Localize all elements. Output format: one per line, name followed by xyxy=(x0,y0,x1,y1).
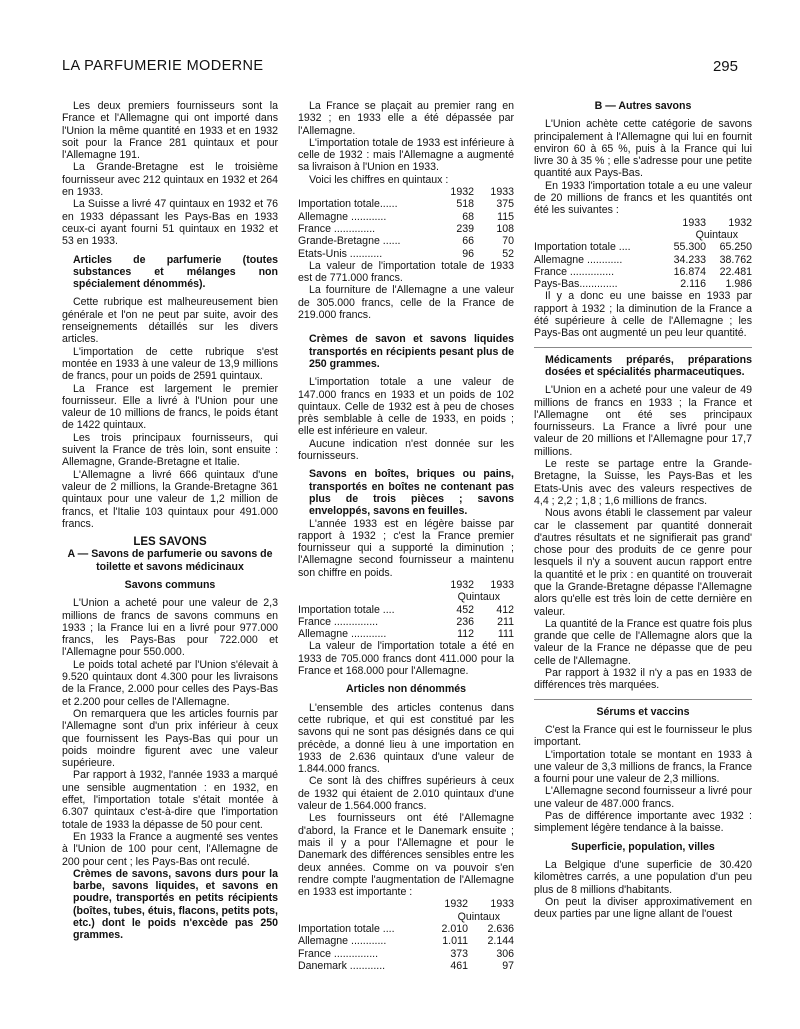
table-header-row xyxy=(298,898,514,910)
paragraph: On peut la diviser approximativement en deux parties par une ligne allant de l'ouest xyxy=(534,895,752,921)
paragraph: C'est la France qui est le fournisseur le plus important. xyxy=(534,723,752,749)
table-row xyxy=(534,266,752,278)
paragraph: La valeur de l'importation totale de 1933 est de 771.000 francs. xyxy=(298,259,514,285)
row-label: France ............... xyxy=(534,265,615,278)
section-heading-cremes-liquides: Crèmes de savon et savons liquides transportés en récipients pesant plus de 250 grammes. xyxy=(309,333,514,370)
year-header: 1933 xyxy=(490,578,514,591)
heading-articles-non-denommes: Articles non dénommés xyxy=(345,683,467,696)
cell: 461 xyxy=(450,959,468,972)
divider xyxy=(534,347,752,348)
table-row xyxy=(298,935,514,947)
cell: 2.636 xyxy=(487,923,514,935)
paragraph: Les fournisseurs ont été l'Allemagne d'abord, la France et le Danemark ensuite ; mais il y a pour l'Allemagne et pour le Danemark des différences sensibles entre les deux années. Comme on va pouvoir s'en rendre compte l'augmentation de l'Allemagne en 1933 est importante : xyxy=(298,812,514,899)
cell: 70 xyxy=(502,235,514,248)
heading-les-savons: LES SAVONS xyxy=(133,536,207,549)
row-label: Importation totale .... xyxy=(298,603,395,616)
paragraph: Le poids total acheté par l'Union s'élevait à 9.520 quintaux dont 4.300 pour les livraisons de la France, 2.000 pour celles des Pays-Bas et 2.200 pour celles de l'Allemagne. xyxy=(62,658,278,708)
cell: 518 xyxy=(456,198,474,211)
table-quintaux-3 xyxy=(298,898,514,972)
paragraph: L'importation de cette rubrique s'est montée en 1933 à une valeur de 13,9 millions de francs, pour un poids de 2591 quintaux. xyxy=(62,345,278,383)
table-row xyxy=(298,616,514,628)
cell: 97 xyxy=(502,959,514,972)
table-row xyxy=(298,248,514,260)
cell: 412 xyxy=(496,603,514,616)
row-label: Importation totale .... xyxy=(298,923,395,935)
table-row xyxy=(298,960,514,972)
table-quintaux-4 xyxy=(534,217,752,291)
section-heading-savons-boites: Savons en boîtes, briques ou pains, transportés en boîtes ne contenant pas plus de trois pièces ; savons enveloppés, savons en feuilles. xyxy=(309,468,514,518)
page-number: 295 xyxy=(712,58,738,75)
year-header: 1932 xyxy=(728,216,752,229)
cell: 115 xyxy=(497,210,514,223)
cell: 55.300 xyxy=(673,241,706,254)
row-label: Allemagne ............ xyxy=(298,210,387,223)
table-row xyxy=(298,211,514,223)
heading-serums: Sérums et vaccins xyxy=(596,705,690,718)
paragraph: Par rapport à 1932 il n'y a pas en 1933 de différences très marquées. xyxy=(534,667,752,692)
cell: 38.762 xyxy=(719,253,752,266)
year-header: 1933 xyxy=(490,186,514,199)
paragraph: En 1933 la France a augmenté ses ventes à l'Union de 100 pour cent, l'Allemagne de 200 pour cent ; les Pays-Bas ont reculé. xyxy=(62,830,278,868)
column-1 xyxy=(62,100,278,942)
cell: 236 xyxy=(456,615,474,628)
paragraph: La France est largement le premier fournisseur. Elle a livré à l'Union pour une valeur de 10 millions de francs, le poids étant de 1422 quintaux. xyxy=(62,382,278,432)
cell: 52 xyxy=(502,247,514,260)
paragraph: Les deux premiers fournisseurs sont la France et l'Allemagne qui ont importé dans l'Union la même quantité en 1933 et en 1932 soit pour la France 281 quintaux et pour l'Allemagne 191. xyxy=(62,100,278,162)
paragraph: L'importation totale de 1933 est inférieure à celle de 1932 : mais l'Allemagne a augmenté sa livraison à l'Union en 1933. xyxy=(298,136,514,174)
paragraph: L'Union achète cette catégorie de savons principalement à l'Allemagne qui lui en fournit environ 60 à 65 %, puis à la France qui lui livre 30 à 35 % ; elle s'adresse pour une petite quantité aux Pays-Bas. xyxy=(534,118,752,180)
year-header: 1932 xyxy=(450,186,474,199)
cell: 239 xyxy=(456,222,474,235)
unit-label: Quintaux xyxy=(695,228,738,241)
year-header: 1932 xyxy=(450,578,474,591)
paragraph: Voici les chiffres en quintaux : xyxy=(309,173,449,186)
row-label: France ............... xyxy=(298,615,379,628)
paragraph: La Suisse a livré 47 quintaux en 1932 et 76 en 1933 dépassant les Pays-Bas en 1933 ceux-ci ayant fourni 51 quintaux en 1932 et 53 en 1933. xyxy=(62,198,278,248)
year-header: 1933 xyxy=(490,898,514,911)
paragraph: On remarquera que les articles fournis par l'Allemagne sont d'un prix inférieur à ceux que fournissent les Pays-Bas qui pour un poids moindre figurent avec une valeur supérieure. xyxy=(62,707,278,770)
cell: 96 xyxy=(462,247,474,260)
paragraph: La Belgique d'une superficie de 30.420 kilomètres carrés, a une population d'un peu plus de 8 millions d'habitants. xyxy=(534,858,752,896)
cell: 112 xyxy=(457,628,474,641)
paragraph: Le reste se partage entre la Grande-Bretagne, la Suisse, les Pays-Bas et les Etats-Unis avec des valeurs respectives de 4,4 ; 2,2 ; 1,8 ; 1,6 millions de francs. xyxy=(534,458,752,507)
paragraph: L'année 1933 est en légère baisse par rapport à 1932 ; c'est la France premier fournisseur qui a supporté la diminution ; l'Allemagne second fournisseur a maintenu son chiffre en poids. xyxy=(298,517,514,579)
row-label: France .............. xyxy=(298,222,376,235)
section-heading-medicaments: Médicaments préparés, préparations dosées et spécialités pharmaceutiques. xyxy=(545,353,752,378)
cell: 373 xyxy=(450,947,468,960)
paragraph: Par rapport à 1932, l'année 1933 a marqué une sensible augmentation : en 1932, en effet, l'importation totale s'était montée à 6.307 quintaux c'est-à-dire que l'importation totale de 1933 la dépasse de 50 pour cent. xyxy=(62,769,278,831)
table-row xyxy=(298,628,514,640)
table-row xyxy=(534,241,752,253)
paragraph: Cette rubrique est malheureusement bien générale et l'on ne peut par suite, avoir des renseignements détaillés sur les divers articles. xyxy=(62,296,278,346)
row-label: France ............... xyxy=(298,947,379,960)
paragraph: La quantité de la France est quatre fois plus grande que celle de l'Allemagne alors que la valeur de la France ne dépasse que de peu celle de l'Allemagne. xyxy=(534,617,752,667)
table-unit-row xyxy=(534,229,752,241)
column-3 xyxy=(534,100,752,920)
table-row xyxy=(298,604,514,616)
column-2 xyxy=(298,100,514,972)
cell: 375 xyxy=(496,198,514,211)
table-row xyxy=(298,948,514,960)
table-unit-row xyxy=(298,591,514,603)
paragraph: L'Union a acheté pour une valeur de 2,3 millions de francs de savons communs en 1933 ; la France lui en a livré pour 977.000 francs, les Pays-Bas pour 722.000 et l'Allemagne pour 550.000. xyxy=(62,597,278,659)
row-label: Allemagne ............ xyxy=(298,628,387,641)
cell: 1.986 xyxy=(725,278,752,291)
row-label: Importation totale .... xyxy=(534,241,631,254)
paragraph: Nous avons établi le classement par valeur car le classement par quantité donnerait d'autres résultats et ne signifierait pas grand' chose pour des produits de ce genre pour lesquels il n'y a souvent aucun rapport entre la quantité et le prix : en quantité on trouverait que la Grande-Bretagne dépasse l'Allemagne alors qu'elle est très loin de cette dernière en valeur. xyxy=(534,507,752,618)
running-title: LA PARFUMERIE MODERNE xyxy=(62,58,264,74)
table-quintaux-1 xyxy=(298,186,514,260)
table-header-row xyxy=(298,579,514,591)
unit-label: Quintaux xyxy=(457,910,500,923)
row-label: Allemagne ............ xyxy=(534,253,623,266)
table-row xyxy=(298,223,514,235)
paragraph: L'Allemagne second fournisseur a livré pour une valeur de 487.000 francs. xyxy=(534,785,752,810)
row-label: Allemagne ............ xyxy=(298,935,387,948)
divider xyxy=(534,699,752,700)
cell: 66 xyxy=(462,235,474,248)
paragraph: La Grande-Bretagne est le troisième fournisseur avec 212 quintaux en 1932 et 264 en 1933. xyxy=(62,161,278,199)
cell: 22.481 xyxy=(719,265,752,278)
table-row xyxy=(298,235,514,247)
row-label: Danemark ............ xyxy=(298,959,386,972)
cell: 2.010 xyxy=(441,923,468,935)
cell: 34.233 xyxy=(673,253,706,266)
cell: 2.144 xyxy=(487,935,514,948)
row-label: Etats-Unis ........... xyxy=(298,247,383,260)
cell: 111 xyxy=(497,628,514,641)
cell: 306 xyxy=(496,947,514,960)
cell: 211 xyxy=(497,615,514,628)
running-header xyxy=(62,58,738,80)
paragraph: La valeur de l'importation totale a été en 1933 de 705.000 francs dont 411.000 pour la France et 168.000 pour l'Allemagne. xyxy=(298,640,514,678)
section-heading-cremes: Crèmes de savons, savons durs pour la barbe, savons liquides, et savons en poudre, transportés en petits récipients (boîtes, tubes, étuis, flacons, petits pots, etc.) dont le poids n'excède pas 250 grammes. xyxy=(73,867,278,942)
cell: 1.011 xyxy=(442,935,468,948)
cell: 2.116 xyxy=(680,278,706,291)
paragraph: L'importation totale a une valeur de 147.000 francs en 1933 et un poids de 102 quintaux. Celle de 1932 est à peu de choses près semblable à celle de 1933, en poids ; elle est inférieure en valeur. xyxy=(298,376,514,438)
heading-savons-communs: Savons communs xyxy=(124,578,216,591)
table-row xyxy=(534,254,752,266)
row-label: Grande-Bretagne ...... xyxy=(298,235,401,248)
paragraph: L'importation totale se montant en 1933 à une valeur de 3,3 millions de francs, la France a fourni pour une valeur de 2,3 millions. xyxy=(534,748,752,786)
year-header: 1932 xyxy=(444,898,468,911)
table-row xyxy=(298,198,514,210)
table-quintaux-2 xyxy=(298,579,514,640)
paragraph: Ce sont là des chiffres supérieurs à ceux de 1932 qui étaient de 2.010 quintaux d'une valeur de 1.564.000 francs. xyxy=(298,775,514,813)
paragraph: Pas de différence importante avec 1932 : simplement légère tendance à la baisse. xyxy=(534,810,752,835)
table-row xyxy=(534,278,752,290)
paragraph: L'ensemble des articles contenus dans cette rubrique, et qui est constitué par les savons qui ne sont pas désignés dans ce qui précède, a donné lieu à une importation en 1933 de 2.636 quintaux d'une valeur de 1.844.000 francs. xyxy=(298,701,514,776)
row-label: Pays-Bas............. xyxy=(534,278,618,291)
heading-autres-savons: B — Autres savons xyxy=(594,100,692,112)
cell: 68 xyxy=(462,210,474,223)
section-heading-articles: Articles de parfumerie (toutes substances et mélanges non spécialement dénommés). xyxy=(73,253,278,291)
heading-savons-a: A — Savons de parfumerie ou savons de toilette et savons médicinaux xyxy=(67,548,273,573)
cell: 452 xyxy=(456,603,474,616)
paragraph: Les trois principaux fournisseurs, qui suivent la France de très loin, sont ensuite : Allemagne, Grande-Bretagne et Italie. xyxy=(62,431,278,469)
heading-superficie: Superficie, population, villes xyxy=(571,840,715,853)
paragraph: L'Union en a acheté pour une valeur de 49 millions de francs en 1933 ; la France et l'Allemagne ont été ses principaux fournisseurs. La France a livré pour une valeur de 20 millions et l'Allemagne pour 17,7 millions. xyxy=(534,384,752,458)
row-label: Importation totale...... xyxy=(298,198,398,211)
table-unit-row xyxy=(298,911,514,923)
paragraph: La fourniture de l'Allemagne a une valeur de 305.000 francs, celle de la France de 219.000 francs. xyxy=(298,284,514,322)
year-header: 1933 xyxy=(682,216,706,229)
unit-label: Quintaux xyxy=(457,591,500,604)
table-row xyxy=(298,923,514,935)
paragraph: La France se plaçait au premier rang en 1932 ; en 1933 elle a été dépassée par l'Allemagne. xyxy=(298,100,514,137)
paragraph: En 1933 l'importation totale a eu une valeur de 20 millions de francs et les quantités ont été les suivantes : xyxy=(534,179,752,217)
cell: 16.874 xyxy=(673,265,706,278)
cell: 65.250 xyxy=(719,241,752,254)
table-header-row xyxy=(298,186,514,198)
paragraph: L'Allemagne a livré 666 quintaux d'une valeur de 2 millions, la Grande-Bretagne 361 quintaux pour une valeur de 1,2 million de francs, et l'Italie 103 quintaux pour 491.000 francs. xyxy=(62,468,278,530)
table-header-row xyxy=(534,217,752,229)
paragraph: Aucune indication n'est donnée sur les fournisseurs. xyxy=(298,437,514,463)
cell: 108 xyxy=(496,222,514,235)
paragraph: Il y a donc eu une baisse en 1933 par rapport à 1932 ; la diminution de la France a été supérieure à celle de l'Allemagne ; les Pays-Bas ont augmenté un peu leur quantité. xyxy=(534,290,752,340)
